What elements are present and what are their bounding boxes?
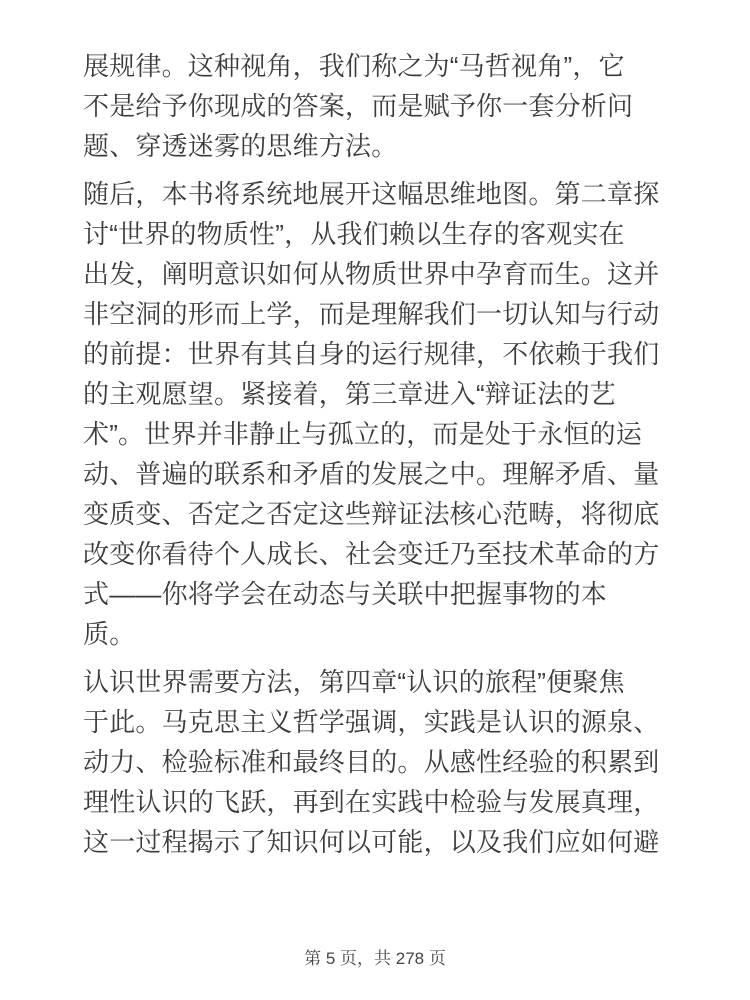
text-line: 认识世界需要方法，第四章“认识的旅程”便聚焦: [83, 667, 625, 697]
paragraph: [83, 174, 667, 654]
text-line: 非空洞的形而上学，而是理解我们一切认知与行动: [83, 299, 660, 329]
text-line: 的前提：世界有其自身的运行规律，不依赖于我们: [83, 339, 660, 369]
text-line: 这一过程揭示了知识何以可能，以及我们应如何避: [83, 827, 660, 857]
text-line: 术”。世界并非静止与孤立的，而是处于永恒的运: [83, 419, 643, 449]
page-text-content: [83, 46, 667, 870]
text-line: 的主观愿望。紧接着，第三章进入“辩证法的艺: [83, 379, 616, 409]
text-line: 理性认识的飞跃，再到在实践中检验与发展真理，: [83, 787, 660, 817]
text-line: 式——你将学会在动态与关联中把握事物的本: [83, 579, 608, 609]
paragraph: [83, 46, 667, 166]
text-line: 改变你看待个人成长、社会变迁乃至技术革命的方: [83, 539, 660, 569]
text-line: 质。: [83, 619, 136, 649]
text-line: 出发，阐明意识如何从物质世界中孕育而生。这并: [83, 259, 660, 289]
text-line: 题、穿透迷雾的思维方法。: [83, 131, 398, 161]
paragraph: [83, 662, 667, 862]
text-line: 随后，本书将系统地展开这幅思维地图。第二章探: [83, 179, 660, 209]
text-line: 讨“世界的物质性”，从我们赖以生存的客观实在: [83, 219, 625, 249]
page-number-indicator: 第 5 页，共 278 页: [304, 949, 446, 968]
text-line: 展规律。这种视角，我们称之为“马哲视角”，它: [83, 51, 625, 81]
text-line: 于此。马克思主义哲学强调，实践是认识的源泉、: [83, 707, 660, 737]
text-line: 动、普遍的联系和矛盾的发展之中。理解矛盾、量: [83, 459, 660, 489]
text-line: 动力、检验标准和最终目的。从感性经验的积累到: [83, 747, 660, 777]
text-line: 变质变、否定之否定这些辩证法核心范畴，将彻底: [83, 499, 660, 529]
text-line: 不是给予你现成的答案，而是赋予你一套分析问: [83, 91, 634, 121]
